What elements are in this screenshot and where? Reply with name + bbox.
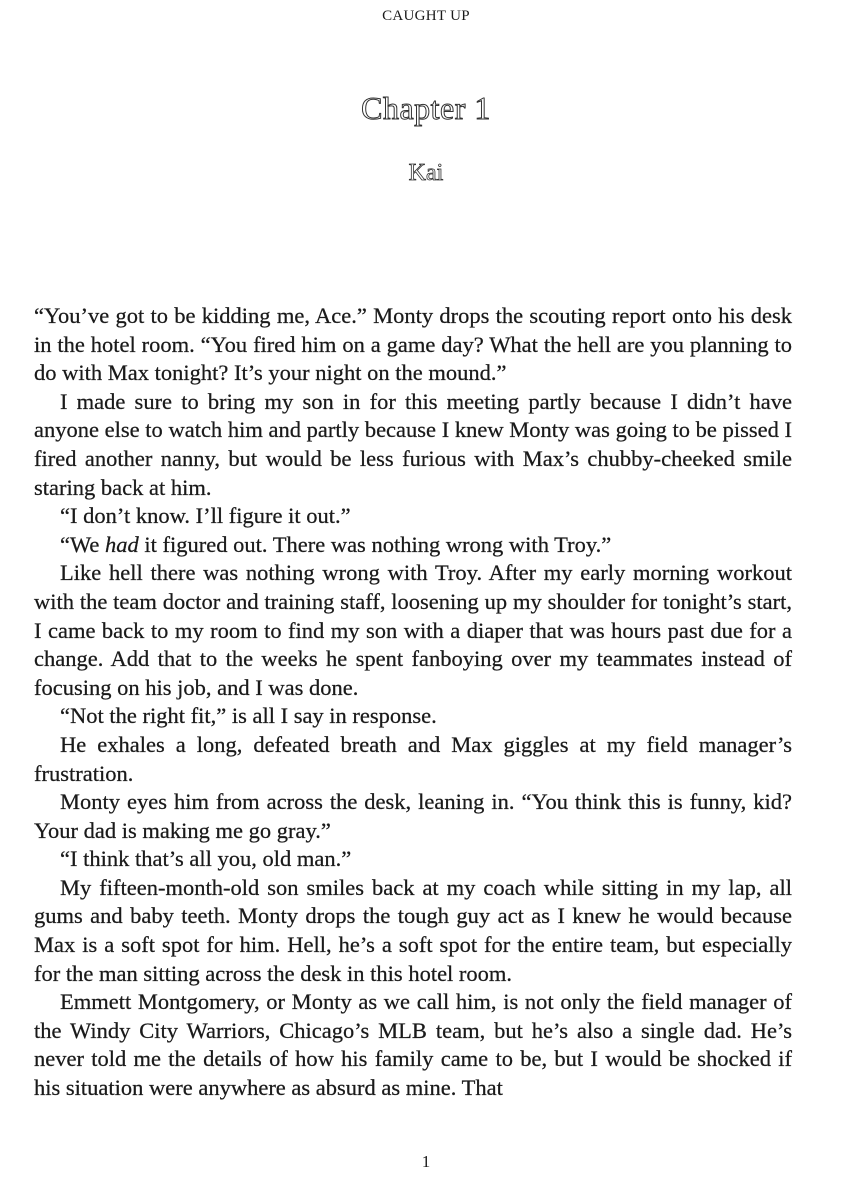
paragraph: He exhales a long, defeated breath and Max giggles at my field manager’s frustration.: [34, 731, 792, 786]
paragraph: I made sure to bring my son in for this meeting partly because I didn’t have anyone else to watch him and partly because I knew Monty was going to be pissed I fired another nanny, but would be less furious with Max’s chubby-cheeked smile staring back at him.: [34, 388, 792, 500]
paragraph: My fifteen-month-old son smiles back at my coach while sitting in my lap, all gums and baby teeth. Monty drops the tough guy act as I knew he would because Max is a soft spot for him. Hell, he’s a soft spot for the entire team, but especially for the man sitting across the desk in this hotel room.: [34, 874, 792, 986]
paragraph-text-segment: it figured out. There was nothing wrong with Troy.”: [138, 531, 612, 557]
paragraph: “Not the right fit,” is all I say in response.: [60, 703, 437, 729]
chapter-body-text: [34, 302, 792, 1103]
paragraph: [34, 531, 792, 560]
paragraph: Emmett Montgomery, or Monty as we call him, is not only the field manager of the Windy City Warriors, Chicago’s MLB team, but he’s also a single dad. He’s never told me the details of how his family came to be, but I would be shocked if his situation were anywhere as absurd as mine. That: [34, 989, 792, 1101]
paragraph: Monty eyes him from across the desk, leaning in. “You think this is funny, kid? Your dad is making me go gray.”: [34, 789, 792, 843]
paragraph: Like hell there was nothing wrong with Troy. After my early morning workout with the team doctor and training staff, loosening up my shoulder for tonight’s start, I came back to my room to find my son with a diaper that was hours past due for a change. Add that to the weeks he spent fanboying over my teammates instead of focusing on his job, and I was done.: [34, 560, 792, 700]
paragraph: “You’ve got to be kidding me, Ace.” Monty drops the scouting report onto his desk in the hotel room. “You fired him on a game day? What the hell are you planning to do with Max tonight? It’s your night on the mound.”: [34, 303, 792, 386]
italic-emphasis: had: [105, 531, 139, 557]
paragraph: “I don’t know. I’ll figure it out.”: [60, 503, 351, 529]
chapter-pov-name: Kai: [408, 160, 444, 186]
page-number: 1: [421, 1152, 431, 1171]
running-header: CAUGHT UP: [382, 8, 470, 24]
paragraph-text-segment: “We: [60, 531, 106, 557]
paragraph: “I think that’s all you, old man.”: [60, 846, 352, 872]
chapter-title: Chapter 1: [361, 90, 491, 126]
